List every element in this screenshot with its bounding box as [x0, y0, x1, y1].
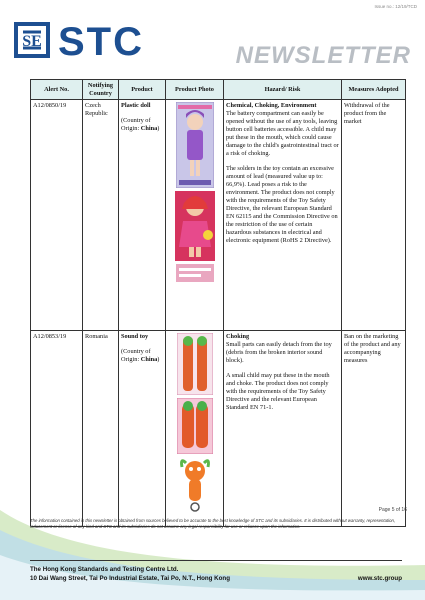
- hazard-cell: [224, 100, 342, 331]
- page-number: Page 5 of 16: [378, 507, 407, 513]
- newsletter-title: NEWSLETTER: [235, 42, 411, 69]
- table-row: [31, 331, 406, 527]
- product-name: Plastic doll: [121, 101, 151, 109]
- doll-label-photo: [176, 264, 214, 282]
- disclaimer-text: The information contained in this newsletter is obtained from sources believed to be accurate to the best knowledge of STC and its subsidiaries. It is distributed without warranty, representation, inducement or license of any kind and STC and its subsidiaries do not assume any legal responsibility for use or reliance upon the information.: [30, 518, 396, 529]
- issue-number: Issue no.: 12/19/TCD: [374, 4, 417, 9]
- company-info: [30, 566, 230, 584]
- origin-text: (Country of Origin: China): [121, 116, 160, 132]
- company-address: 10 Dai Wang Street, Tai Po Industrial Estate, Tai Po, N.T., Hong Kong: [30, 574, 230, 582]
- col-notifying-country: Notifying Country: [83, 80, 119, 100]
- company-name: The Hong Kong Standards and Testing Centre Ltd.: [30, 566, 179, 573]
- product-name: Sound toy: [121, 332, 149, 340]
- svg-text:STC: STC: [58, 20, 144, 60]
- product-cell: [119, 100, 166, 331]
- measures-cell: Ban on the marketing of the product and any accompanying measures: [342, 331, 406, 527]
- alert-no-cell: A12/0853/19: [31, 331, 83, 527]
- col-hazard-risk: Hazard/ Risk: [224, 80, 342, 100]
- sound-toy-pack-photo: [177, 333, 213, 395]
- website-link[interactable]: www.stc.group: [357, 575, 402, 582]
- table-row: [31, 100, 406, 331]
- alert-table: [30, 79, 406, 527]
- hazard-title: Chemical, Choking, Environment: [226, 101, 317, 109]
- product-photo-cell: [166, 100, 224, 331]
- sound-toy-pack-photo: [177, 398, 213, 454]
- hazard-title: Choking: [226, 332, 250, 340]
- country-cell: Romania: [83, 331, 119, 527]
- sound-toy-photo: [178, 457, 212, 513]
- alert-no-cell: A12/0850/19: [31, 100, 83, 331]
- origin-text: (Country of Origin: China): [121, 347, 160, 363]
- hazard-paragraph: The solders in the toy contain an excessive amount of lead (measured value up to: 66,9%). Lead poses a risk to the environment. The product does not comply with the requirements of the Toy Safety Directive, the relevant European Standard EN 62115 and the Commission Directive on the restriction of the use of certain hazardous substances in electrical and electronic equipment (RoHS 2 Directive).: [226, 164, 338, 245]
- hazard-paragraph: The battery compartment can easily be opened without the use of any tools, leaving button cell batteries accessible. A child may put these in the mouth, which could cause damage to the child's gastrointestinal tract or a risk of choking.: [226, 109, 339, 157]
- col-product: Product: [119, 80, 166, 100]
- product-photo-cell: [166, 331, 224, 527]
- stc-logo: [14, 20, 184, 60]
- hazard-cell: [224, 331, 342, 527]
- svg-text:SE: SE: [22, 33, 42, 50]
- product-cell: [119, 331, 166, 527]
- measures-cell: Withdrawal of the product from the market: [342, 100, 406, 331]
- table-header-row: [31, 80, 406, 100]
- col-alert-no: Alert No.: [31, 80, 83, 100]
- doll-figure-photo: [175, 191, 215, 261]
- footer-divider: [30, 560, 402, 561]
- col-measures-adopted: Measures Adopted: [342, 80, 406, 100]
- doll-box-photo: [176, 102, 214, 188]
- hazard-paragraph: Small parts can easily detach from the toy (debris from the broken interior sound block).: [226, 340, 332, 364]
- country-cell: Czech Republic: [83, 100, 119, 331]
- hazard-paragraph: A small child may put these in the mouth and choke. The product does not comply with the requirements of the Toy Safety Directive and the relevant European Standard EN 71-1.: [226, 371, 330, 411]
- col-product-photo: Product Photo: [166, 80, 224, 100]
